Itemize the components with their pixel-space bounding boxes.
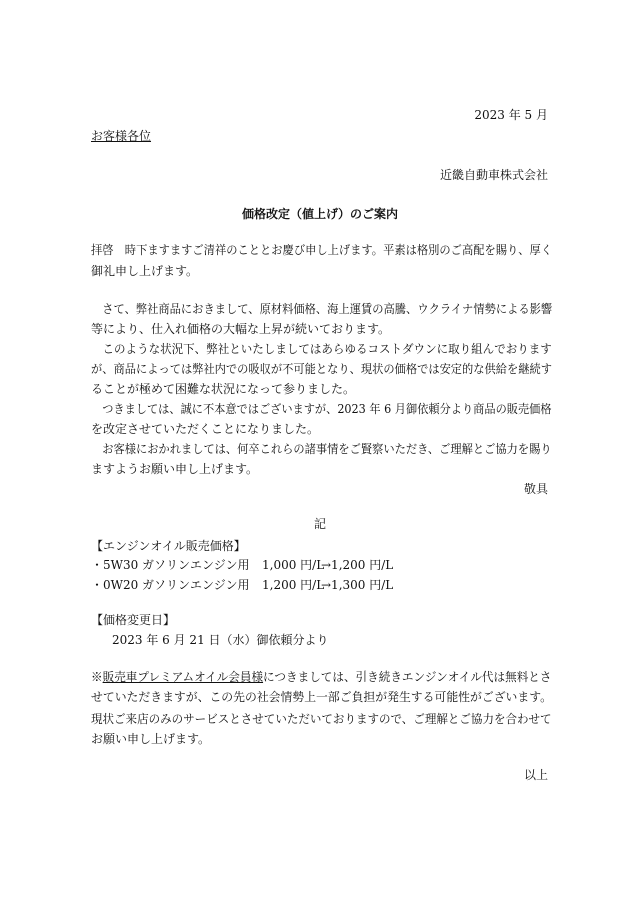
oil-name: ・0W20 ガソリンエンジン用	[91, 578, 250, 592]
closing-keigu: 敬具	[523, 482, 548, 496]
note-prefix: ※	[91, 670, 103, 684]
sender-company: 近畿自動車株式会社	[439, 168, 548, 182]
old-price: 1,000 円/L	[262, 558, 325, 572]
note-line: せていただきますが、この先の社会情勢上一部ご負担が発生する可能性がございます。	[91, 690, 552, 704]
body-line: さて、弊社商品におきまして、原材料価格、海上運賃の高騰、ウクライナ情勢による影響	[91, 302, 553, 316]
note-line: お願い申し上げます。	[91, 732, 211, 746]
premium-member-label: 販売車プレミアムオイル会員様	[102, 670, 264, 684]
new-price: →1,200 円/L	[321, 558, 394, 572]
old-price: 1,200 円/L	[262, 578, 325, 592]
greeting-line: 御礼申し上げます。	[91, 264, 199, 278]
oil-name: ・5W30 ガソリンエンジン用	[91, 558, 250, 572]
body-line: このような状況下、弊社といたしましてはあらゆるコストダウンに取り組んでおります	[91, 342, 552, 356]
note-line	[91, 670, 551, 685]
body-line: が、商品によっては弊社内での吸収が不可能となり、現状の価格では安定的な供給を継続す	[91, 362, 553, 376]
ki-heading: 記	[313, 517, 326, 531]
document-date: 2023 年 5 月	[474, 108, 548, 122]
oil-price-heading: 【エンジンオイル販売価格】	[91, 539, 246, 553]
change-date-value: 2023 年 6 月 21 日（水）御依頼分より	[112, 633, 329, 647]
body-line: を改定させていただくことになりました。	[91, 422, 320, 436]
document-title: 価格改定（値上げ）のご案内	[241, 207, 398, 221]
body-line: ますようお願い申し上げます。	[91, 462, 259, 476]
body-line: お客様におかれましては、何卒これらの諸事情をご賢察いただき、ご理解とご協力を賜り	[91, 442, 552, 456]
addressee: お客様各位	[91, 129, 152, 143]
new-price: →1,300 円/L	[321, 578, 394, 592]
body-line: つきましては、誠に不本意ではございますが、2023 年 6 月御依頼分より商品の販売価格	[91, 402, 552, 416]
body-line: 等により、仕入れ価格の大幅な上昇が続いております。	[91, 322, 391, 336]
greeting-line: 拝啓 時下ますますご清祥のこととお慶び申し上げます。平素は格別のご高配を賜り、厚く	[91, 243, 553, 257]
note-line: 現状ご来店のみのサービスとさせていただいておりますので、ご理解とご協力を合わせて	[91, 712, 552, 726]
closing-ijou: 以上	[523, 768, 548, 782]
change-date-heading: 【価格変更日】	[91, 613, 176, 627]
body-line: ることが極めて困難な状況になって参りました。	[91, 382, 356, 396]
note-line-rest: につきましては、引き続きエンジンオイル代は無料とさ	[263, 670, 552, 684]
